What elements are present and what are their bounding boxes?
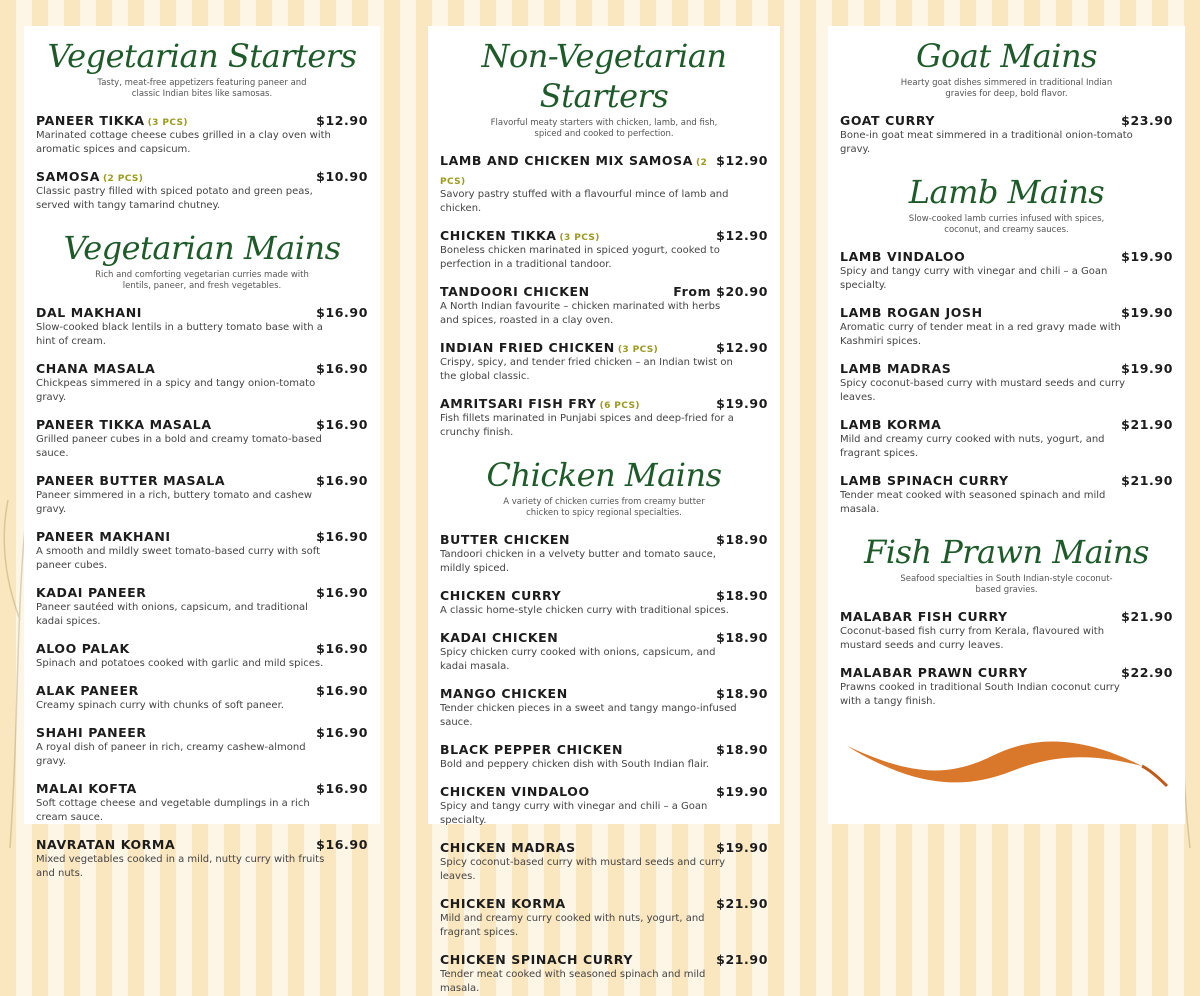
menu-item-price: $12.90 — [716, 153, 768, 168]
menu-item-title — [440, 225, 600, 244]
menu-item-description: Prawns cooked in traditional South Indian coconut curry with a tangy finish. — [840, 682, 1120, 707]
menu-item-description: Spinach and potatoes cooked with garlic and mild spices. — [36, 658, 324, 669]
menu-item-title — [840, 606, 1008, 625]
menu-item-title — [840, 302, 983, 321]
menu-item-title — [440, 949, 633, 968]
menu-item-header — [36, 834, 368, 853]
menu-item-price: $16.90 — [316, 417, 368, 432]
menu-item-name: NAVRATAN KORMA — [36, 837, 176, 852]
menu-item — [36, 470, 368, 517]
menu-item-price: $16.90 — [316, 641, 368, 656]
menu-item-title — [440, 393, 640, 412]
menu-item-quantity: (6 PCS) — [599, 401, 640, 411]
menu-item-title — [440, 281, 590, 300]
menu-item-header — [840, 606, 1173, 625]
menu-item-header — [36, 110, 368, 129]
menu-item — [840, 110, 1173, 157]
menu-item-title — [440, 683, 568, 702]
menu-item-header — [440, 627, 768, 646]
menu-item-price: $19.90 — [1121, 249, 1173, 264]
menu-item-title — [440, 529, 570, 548]
menu-item-description: Classic pastry filled with spiced potato and green peas, served with tangy tamarind chutney. — [36, 186, 313, 211]
menu-item-title — [36, 778, 137, 797]
menu-item-name: TANDOORI CHICKEN — [440, 284, 590, 299]
menu-item-description: Marinated cottage cheese cubes grilled in a clay oven with aromatic spices and capsicum. — [36, 130, 331, 155]
menu-item — [440, 529, 768, 576]
menu-item-name: MALAI KOFTA — [36, 781, 137, 796]
menu-item-name: CHICKEN CURRY — [440, 588, 562, 603]
menu-item-header — [36, 778, 368, 797]
menu-item-header — [36, 358, 368, 377]
menu-item-header — [36, 166, 368, 185]
menu-item-header — [840, 662, 1173, 681]
menu-item-name: AMRITSARI FISH FRY — [440, 396, 597, 411]
menu-item — [36, 722, 368, 769]
menu-item-price: $19.90 — [1121, 305, 1173, 320]
menu-item-title — [36, 638, 130, 657]
section-title: Non-Vegetarian Starters — [481, 37, 727, 115]
menu-item-description: Tender meat cooked with seasoned spinach and mild masala. — [440, 969, 706, 994]
menu-item-quantity: (2 PCS) — [440, 158, 708, 187]
menu-item — [440, 781, 768, 828]
menu-item-description: Paneer simmered in a rich, buttery tomato and cashew gravy. — [36, 490, 313, 515]
menu-item-price: $18.90 — [716, 532, 768, 547]
menu-item-title — [840, 414, 941, 433]
menu-item — [440, 150, 768, 216]
menu-item-price: $19.90 — [716, 396, 768, 411]
menu-item — [36, 414, 368, 461]
menu-item-name: CHICKEN TIKKA — [440, 228, 557, 243]
menu-item-description: Crispy, spicy, and tender fried chicken – an Indian twist on the global classic. — [440, 357, 733, 382]
menu-item-price: $16.90 — [316, 585, 368, 600]
menu-item-price: $23.90 — [1121, 113, 1173, 128]
menu-item-name: DAL MAKHANI — [36, 305, 143, 320]
menu-item — [36, 302, 368, 349]
menu-item-description: Boneless chicken marinated in spiced yogurt, cooked to perfection in a traditional tandoor. — [440, 245, 720, 270]
menu-item-price: $21.90 — [716, 896, 768, 911]
menu-item-price: $21.90 — [1121, 473, 1173, 488]
menu-item-name: PANEER TIKKA MASALA — [36, 417, 212, 432]
menu-item-description: A smooth and mildly sweet tomato-based curry with soft paneer cubes. — [36, 546, 321, 571]
menu-item-description: A royal dish of paneer in rich, creamy cashew-almond gravy. — [36, 742, 306, 767]
menu-item-header — [36, 680, 368, 699]
menu-item-header — [440, 393, 768, 412]
menu-item-description: Creamy spinach curry with chunks of soft paneer. — [36, 700, 284, 711]
menu-item-description: Aromatic curry of tender meat in a red gravy made with Kashmiri spices. — [840, 322, 1121, 347]
menu-item-description: Spicy chicken curry cooked with onions, capsicum, and kadai masala. — [440, 647, 716, 672]
menu-item-price: $16.90 — [316, 683, 368, 698]
menu-item-name: GOAT CURRY — [840, 113, 936, 128]
menu-item-title — [840, 246, 965, 265]
menu-item-title — [440, 150, 716, 188]
menu-item-name: CHANA MASALA — [36, 361, 156, 376]
menu-item-header — [440, 893, 768, 912]
menu-item-header — [840, 110, 1173, 129]
menu-item-header — [840, 414, 1173, 433]
menu-item-quantity: (3 PCS) — [559, 233, 600, 243]
menu-item-title — [440, 337, 658, 356]
menu-item-header — [36, 582, 368, 601]
menu-item — [840, 606, 1173, 653]
menu-item — [840, 470, 1173, 517]
menu-item-title — [36, 302, 142, 321]
menu-item-name: PANEER BUTTER MASALA — [36, 473, 226, 488]
menu-item-title — [36, 680, 139, 699]
menu-item-description: Savory pastry stuffed with a flavourful mince of lamb and chicken. — [440, 189, 729, 214]
menu-item-price: $12.90 — [716, 340, 768, 355]
menu-item — [440, 739, 768, 772]
menu-item-title — [440, 585, 561, 604]
menu-item-name: INDIAN FRIED CHICKEN — [440, 340, 615, 355]
menu-item-header — [840, 302, 1173, 321]
menu-item-header — [440, 781, 768, 800]
section-description: Slow-cooked lamb curries infused with spices, coconut, and creamy sauces. — [908, 214, 1105, 235]
menu-item-description: Grilled paneer cubes in a bold and creamy tomato-based sauce. — [36, 434, 322, 459]
menu-item-header — [840, 246, 1173, 265]
menu-item — [36, 680, 368, 713]
menu-item-header — [440, 837, 768, 856]
menu-item-name: SAMOSA — [36, 169, 101, 184]
section-title: Vegetarian Starters — [47, 37, 357, 75]
section-description: Rich and comforting vegetarian curries made with lentils, paneer, and fresh vegetables. — [95, 270, 309, 291]
menu-item-description: Soft cottage cheese and vegetable dumplings in a rich cream sauce. — [36, 798, 310, 823]
menu-item — [440, 683, 768, 730]
menu-item-name: PANEER MAKHANI — [36, 529, 171, 544]
menu-item-header — [840, 358, 1173, 377]
menu-item-description: Tandoori chicken in a velvety butter and tomato sauce, mildly spiced. — [440, 549, 716, 574]
menu-item-title — [36, 722, 147, 741]
menu-item — [440, 337, 768, 384]
menu-item-header — [440, 337, 768, 356]
menu-item-name: CHICKEN SPINACH CURRY — [440, 952, 633, 967]
menu-item-price: $16.90 — [316, 725, 368, 740]
menu-item-title — [36, 834, 175, 853]
menu-item-header — [36, 638, 368, 657]
menu-item — [440, 585, 768, 618]
menu-item-name: CHICKEN KORMA — [440, 896, 566, 911]
menu-item — [36, 778, 368, 825]
menu-item-title — [440, 781, 590, 800]
menu-item-description: Tender meat cooked with seasoned spinach and mild masala. — [840, 490, 1106, 515]
menu-item-name: BLACK PEPPER CHICKEN — [440, 742, 624, 757]
menu-item-title — [36, 582, 146, 601]
section-title: Goat Mains — [915, 37, 1098, 75]
section-description: A variety of chicken curries from creamy butter chicken to spicy regional specialties. — [503, 497, 705, 518]
menu-item — [36, 526, 368, 573]
menu-item-quantity: (3 PCS) — [147, 118, 188, 128]
menu-item-name: CHICKEN MADRAS — [440, 840, 576, 855]
menu-item-price: $16.90 — [316, 361, 368, 376]
section-title: Chicken Mains — [486, 456, 722, 494]
menu-item-title — [36, 470, 225, 489]
menu-item-name: LAMB ROGAN JOSH — [840, 305, 983, 320]
menu-item-header — [440, 683, 768, 702]
menu-item-price: $18.90 — [716, 686, 768, 701]
menu-item-price: $16.90 — [316, 473, 368, 488]
section-description: Flavorful meaty starters with chicken, lamb, and fish, spiced and cooked to perfection. — [490, 118, 718, 139]
menu-item-price: $18.90 — [716, 588, 768, 603]
menu-item-title — [440, 893, 566, 912]
menu-item-header — [440, 529, 768, 548]
menu-item-name: ALOO PALAK — [36, 641, 130, 656]
menu-item — [36, 582, 368, 629]
menu-item-description: A classic home-style chicken curry with traditional spices. — [440, 605, 729, 616]
menu-item-name: CHICKEN VINDALOO — [440, 784, 590, 799]
menu-item-price: $16.90 — [316, 781, 368, 796]
menu-item — [840, 358, 1173, 405]
menu-item-name: MANGO CHICKEN — [440, 686, 568, 701]
menu-item-description: Bone-in goat meat simmered in a traditional onion-tomato gravy. — [840, 130, 1133, 155]
menu-item-description: Spicy coconut-based curry with mustard seeds and curry leaves. — [840, 378, 1126, 403]
menu-item-name: LAMB AND CHICKEN MIX SAMOSA — [440, 153, 694, 168]
menu-item-title — [840, 358, 951, 377]
menu-item-description: Paneer sautéed with onions, capsicum, and traditional kadai spices. — [36, 602, 308, 627]
menu-item-title — [840, 470, 1009, 489]
menu-item-price: $19.90 — [1121, 361, 1173, 376]
menu-item-price: $16.90 — [316, 305, 368, 320]
menu-item-price: $18.90 — [716, 630, 768, 645]
menu-item-name: SHAHI PANEER — [36, 725, 147, 740]
menu-item-title — [440, 837, 576, 856]
menu-item-header — [36, 470, 368, 489]
menu-item-price: $18.90 — [716, 742, 768, 757]
menu-item-price: $21.90 — [716, 952, 768, 967]
menu-item — [840, 414, 1173, 461]
menu-item-price: From $20.90 — [673, 284, 768, 299]
menu-panel-middle — [428, 26, 780, 994]
menu-item — [440, 949, 768, 996]
menu-item-price: $12.90 — [716, 228, 768, 243]
menu-item-description: Mild and creamy curry cooked with nuts, yogurt, and fragrant spices. — [840, 434, 1105, 459]
menu-item-price: $16.90 — [316, 529, 368, 544]
menu-item-price: $21.90 — [1121, 609, 1173, 624]
menu-item-name: ALAK PANEER — [36, 683, 139, 698]
section-title: Fish Prawn Mains — [864, 533, 1149, 571]
menu-item-price: $12.90 — [316, 113, 368, 128]
menu-item-description: A North Indian favourite – chicken marinated with herbs and spices, roasted in a clay oven. — [440, 301, 721, 326]
section-title: Vegetarian Mains — [63, 229, 341, 267]
menu-item-name: PANEER TIKKA — [36, 113, 145, 128]
menu-item-name: LAMB MADRAS — [840, 361, 952, 376]
menu-item-title — [36, 526, 171, 545]
menu-item-description: Mixed vegetables cooked in a mild, nutty curry with fruits and nuts. — [36, 854, 325, 879]
menu-item — [840, 246, 1173, 293]
menu-item-title — [36, 166, 143, 185]
menu-item-title — [36, 358, 155, 377]
menu-item-header — [840, 470, 1173, 489]
menu-item — [36, 638, 368, 671]
menu-item-price: $19.90 — [716, 840, 768, 855]
menu-item — [840, 662, 1173, 709]
menu-item-quantity: (3 PCS) — [617, 345, 659, 355]
menu-item-description: Fish fillets marinated in Punjabi spices and deep-fried for a crunchy finish. — [440, 413, 734, 438]
menu-item-price: $16.90 — [316, 837, 368, 852]
menu-item-header — [36, 722, 368, 741]
menu-item-name: BUTTER CHICKEN — [440, 532, 571, 547]
menu-item-name: LAMB SPINACH CURRY — [840, 473, 1009, 488]
menu-item-title — [440, 739, 623, 758]
menu-item-name: LAMB KORMA — [840, 417, 942, 432]
menu-item-description: Tender chicken pieces in a sweet and tangy mango-infused sauce. — [440, 703, 737, 728]
menu-panel-left — [24, 26, 380, 879]
menu-item-header — [36, 526, 368, 545]
menu-item-name: MALABAR PRAWN CURRY — [840, 665, 1028, 680]
menu-item-quantity: (2 PCS) — [103, 174, 144, 184]
section-description: Hearty goat dishes simmered in traditional Indian gravies for deep, bold flavor. — [900, 78, 1113, 99]
menu-item — [440, 627, 768, 674]
menu-item — [36, 358, 368, 405]
menu-item — [840, 302, 1173, 349]
menu-item — [36, 834, 368, 881]
menu-item-title — [840, 662, 1028, 681]
menu-item-name: MALABAR FISH CURRY — [840, 609, 1008, 624]
menu-item-description: Coconut-based fish curry from Kerala, flavoured with mustard seeds and curry leaves. — [840, 626, 1105, 651]
menu-item-description: Spicy coconut-based curry with mustard seeds and curry leaves. — [440, 857, 726, 882]
menu-item-header — [440, 225, 768, 244]
menu-item-description: Spicy and tangy curry with vinegar and chili – a Goan specialty. — [840, 266, 1108, 291]
menu-item-description: Slow-cooked black lentils in a buttery tomato base with a hint of cream. — [36, 322, 323, 347]
menu-item-price: $22.90 — [1121, 665, 1173, 680]
menu-item — [440, 393, 768, 440]
menu-item-description: Mild and creamy curry cooked with nuts, yogurt, and fragrant spices. — [440, 913, 705, 938]
menu-item-price: $10.90 — [316, 169, 368, 184]
section-title: Lamb Mains — [908, 173, 1105, 211]
menu-item-description: Bold and peppery chicken dish with South Indian flair. — [440, 759, 710, 770]
section-description: Seafood specialties in South Indian-style coconut-based gravies. — [900, 574, 1113, 595]
menu-item — [36, 110, 368, 157]
menu-item-header — [440, 150, 768, 188]
menu-item-title — [36, 414, 212, 433]
menu-item-header — [440, 585, 768, 604]
menu-item-title — [36, 110, 188, 129]
menu-item — [36, 166, 368, 213]
section-description: Tasty, meat-free appetizers featuring paneer and classic Indian bites like samosas. — [97, 78, 307, 99]
menu-item-description: Spicy and tangy curry with vinegar and chili – a Goan specialty. — [440, 801, 708, 826]
menu-item — [440, 893, 768, 940]
menu-item — [440, 837, 768, 884]
menu-item-header — [36, 414, 368, 433]
menu-item-name: KADAI CHICKEN — [440, 630, 559, 645]
menu-item-price: $19.90 — [716, 784, 768, 799]
menu-item-name: LAMB VINDALOO — [840, 249, 966, 264]
menu-panel-right — [828, 26, 1185, 824]
menu-item-name: KADAI PANEER — [36, 585, 147, 600]
menu-item-price: $21.90 — [1121, 417, 1173, 432]
menu-item-header — [440, 281, 768, 300]
menu-item — [440, 281, 768, 328]
menu-item-header — [36, 302, 368, 321]
menu-item-header — [440, 739, 768, 758]
menu-item — [440, 225, 768, 272]
menu-item-title — [840, 110, 935, 129]
menu-item-header — [440, 949, 768, 968]
menu-item-description: Chickpeas simmered in a spicy and tangy onion-tomato gravy. — [36, 378, 316, 403]
orange-ribbon-icon — [842, 726, 1172, 796]
menu-item-title — [440, 627, 558, 646]
